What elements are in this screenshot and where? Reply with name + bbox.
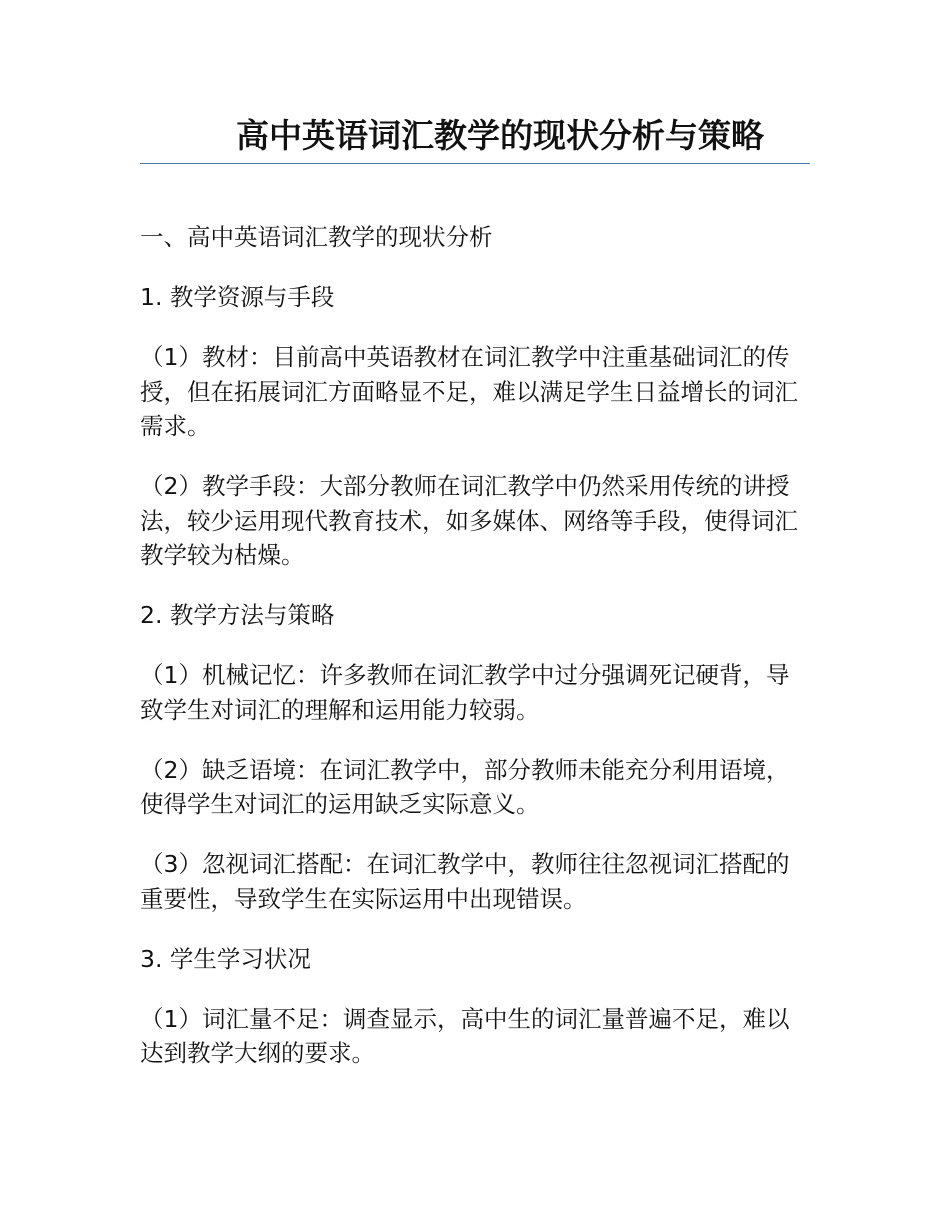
subsection-heading: 3. 学生学习状况 bbox=[140, 944, 311, 973]
body-paragraph: （1）教材：目前高中英语教材在词汇教学中注重基础词汇的传授，但在拓展词汇方面略显不足，难以满足学生日益增长的词汇需求。 bbox=[140, 343, 798, 440]
body-paragraph: （1）词汇量不足：调查显示，高中生的词汇量普遍不足，难以达到教学大纲的要求。 bbox=[140, 1004, 790, 1067]
body-paragraph: （2）缺乏语境：在词汇教学中，部分教师未能充分利用语境，使得学生对词汇的运用缺乏实际意义。 bbox=[140, 755, 790, 818]
document-title: 高中英语词汇教学的现状分析与策略 bbox=[236, 116, 764, 155]
section-heading: 一、高中英语词汇教学的现状分析 bbox=[140, 223, 493, 251]
body-paragraph: （2）教学手段：大部分教师在词汇教学中仍然采用传统的讲授法，较少运用现代教育技术，如多媒体、网络等手段，使得词汇教学较为枯燥。 bbox=[140, 472, 798, 569]
body-paragraph: （3）忽视词汇搭配：在词汇教学中，教师往往忽视词汇搭配的重要性，导致学生在实际运用中出现错误。 bbox=[140, 850, 790, 913]
document-body bbox=[140, 220, 812, 1096]
subsection-heading: 2. 教学方法与策略 bbox=[140, 601, 335, 629]
body-paragraph: （1）机械记忆：许多教师在词汇教学中过分强调死记硬背，导致学生对词汇的理解和运用能力较弱。 bbox=[140, 661, 790, 724]
subsection-heading: 1. 教学资源与手段 bbox=[140, 283, 335, 311]
title-underline bbox=[140, 163, 810, 164]
